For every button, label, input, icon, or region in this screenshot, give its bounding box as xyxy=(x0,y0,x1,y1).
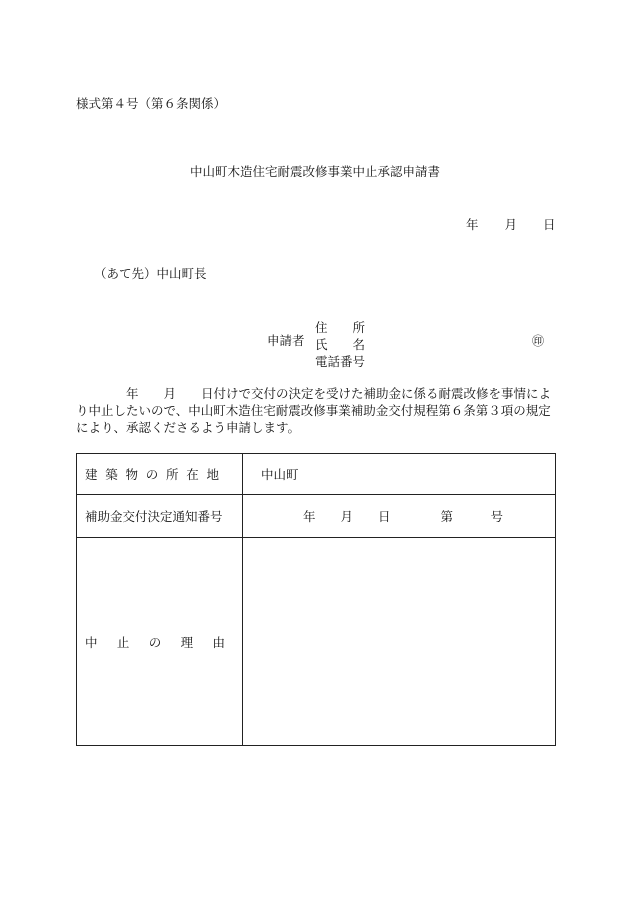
reason-value[interactable] xyxy=(243,538,556,746)
body-line: 年 月 日付けで交付の決定を受けた補助金に係る耐震改修を事情によ xyxy=(76,386,552,401)
application-table xyxy=(76,453,556,746)
building-location-value[interactable]: 中山町 xyxy=(243,454,556,495)
name-label: 氏 名 xyxy=(315,337,366,352)
table-row xyxy=(77,495,556,538)
date-line xyxy=(466,219,556,232)
form-number: 様式第４号（第６条関係） xyxy=(76,96,227,111)
date-day: 日 xyxy=(543,217,556,232)
seal-mark: ㊞ xyxy=(532,334,545,348)
body-text xyxy=(76,385,560,436)
address-label: 住 所 xyxy=(315,320,366,335)
table-row xyxy=(77,454,556,495)
body-line: により、承認くださるよう申請します。 xyxy=(76,420,301,435)
body-line: り中止したいので、中山町木造住宅耐震改修事業補助金交付規程第６条第３項の規定 xyxy=(76,403,551,418)
reason-label: 中止の理由 xyxy=(77,538,243,746)
applicant-label: 申請者 xyxy=(267,333,305,348)
notice-number-label: 補助金交付決定通知番号 xyxy=(77,495,243,538)
applicant-fields xyxy=(315,319,365,370)
document-title: 中山町木造住宅耐震改修事業中止承認申請書 xyxy=(190,164,441,179)
phone-label: 電話番号 xyxy=(315,354,366,369)
building-location-label: 建築物の所在地 xyxy=(77,454,243,495)
date-year: 年 xyxy=(466,217,479,232)
addressee: （あて先）中山町長 xyxy=(94,266,207,281)
table-row xyxy=(77,538,556,746)
date-month: 月 xyxy=(504,217,518,232)
notice-number-value[interactable]: 年 月 日 第 号 xyxy=(243,495,556,538)
